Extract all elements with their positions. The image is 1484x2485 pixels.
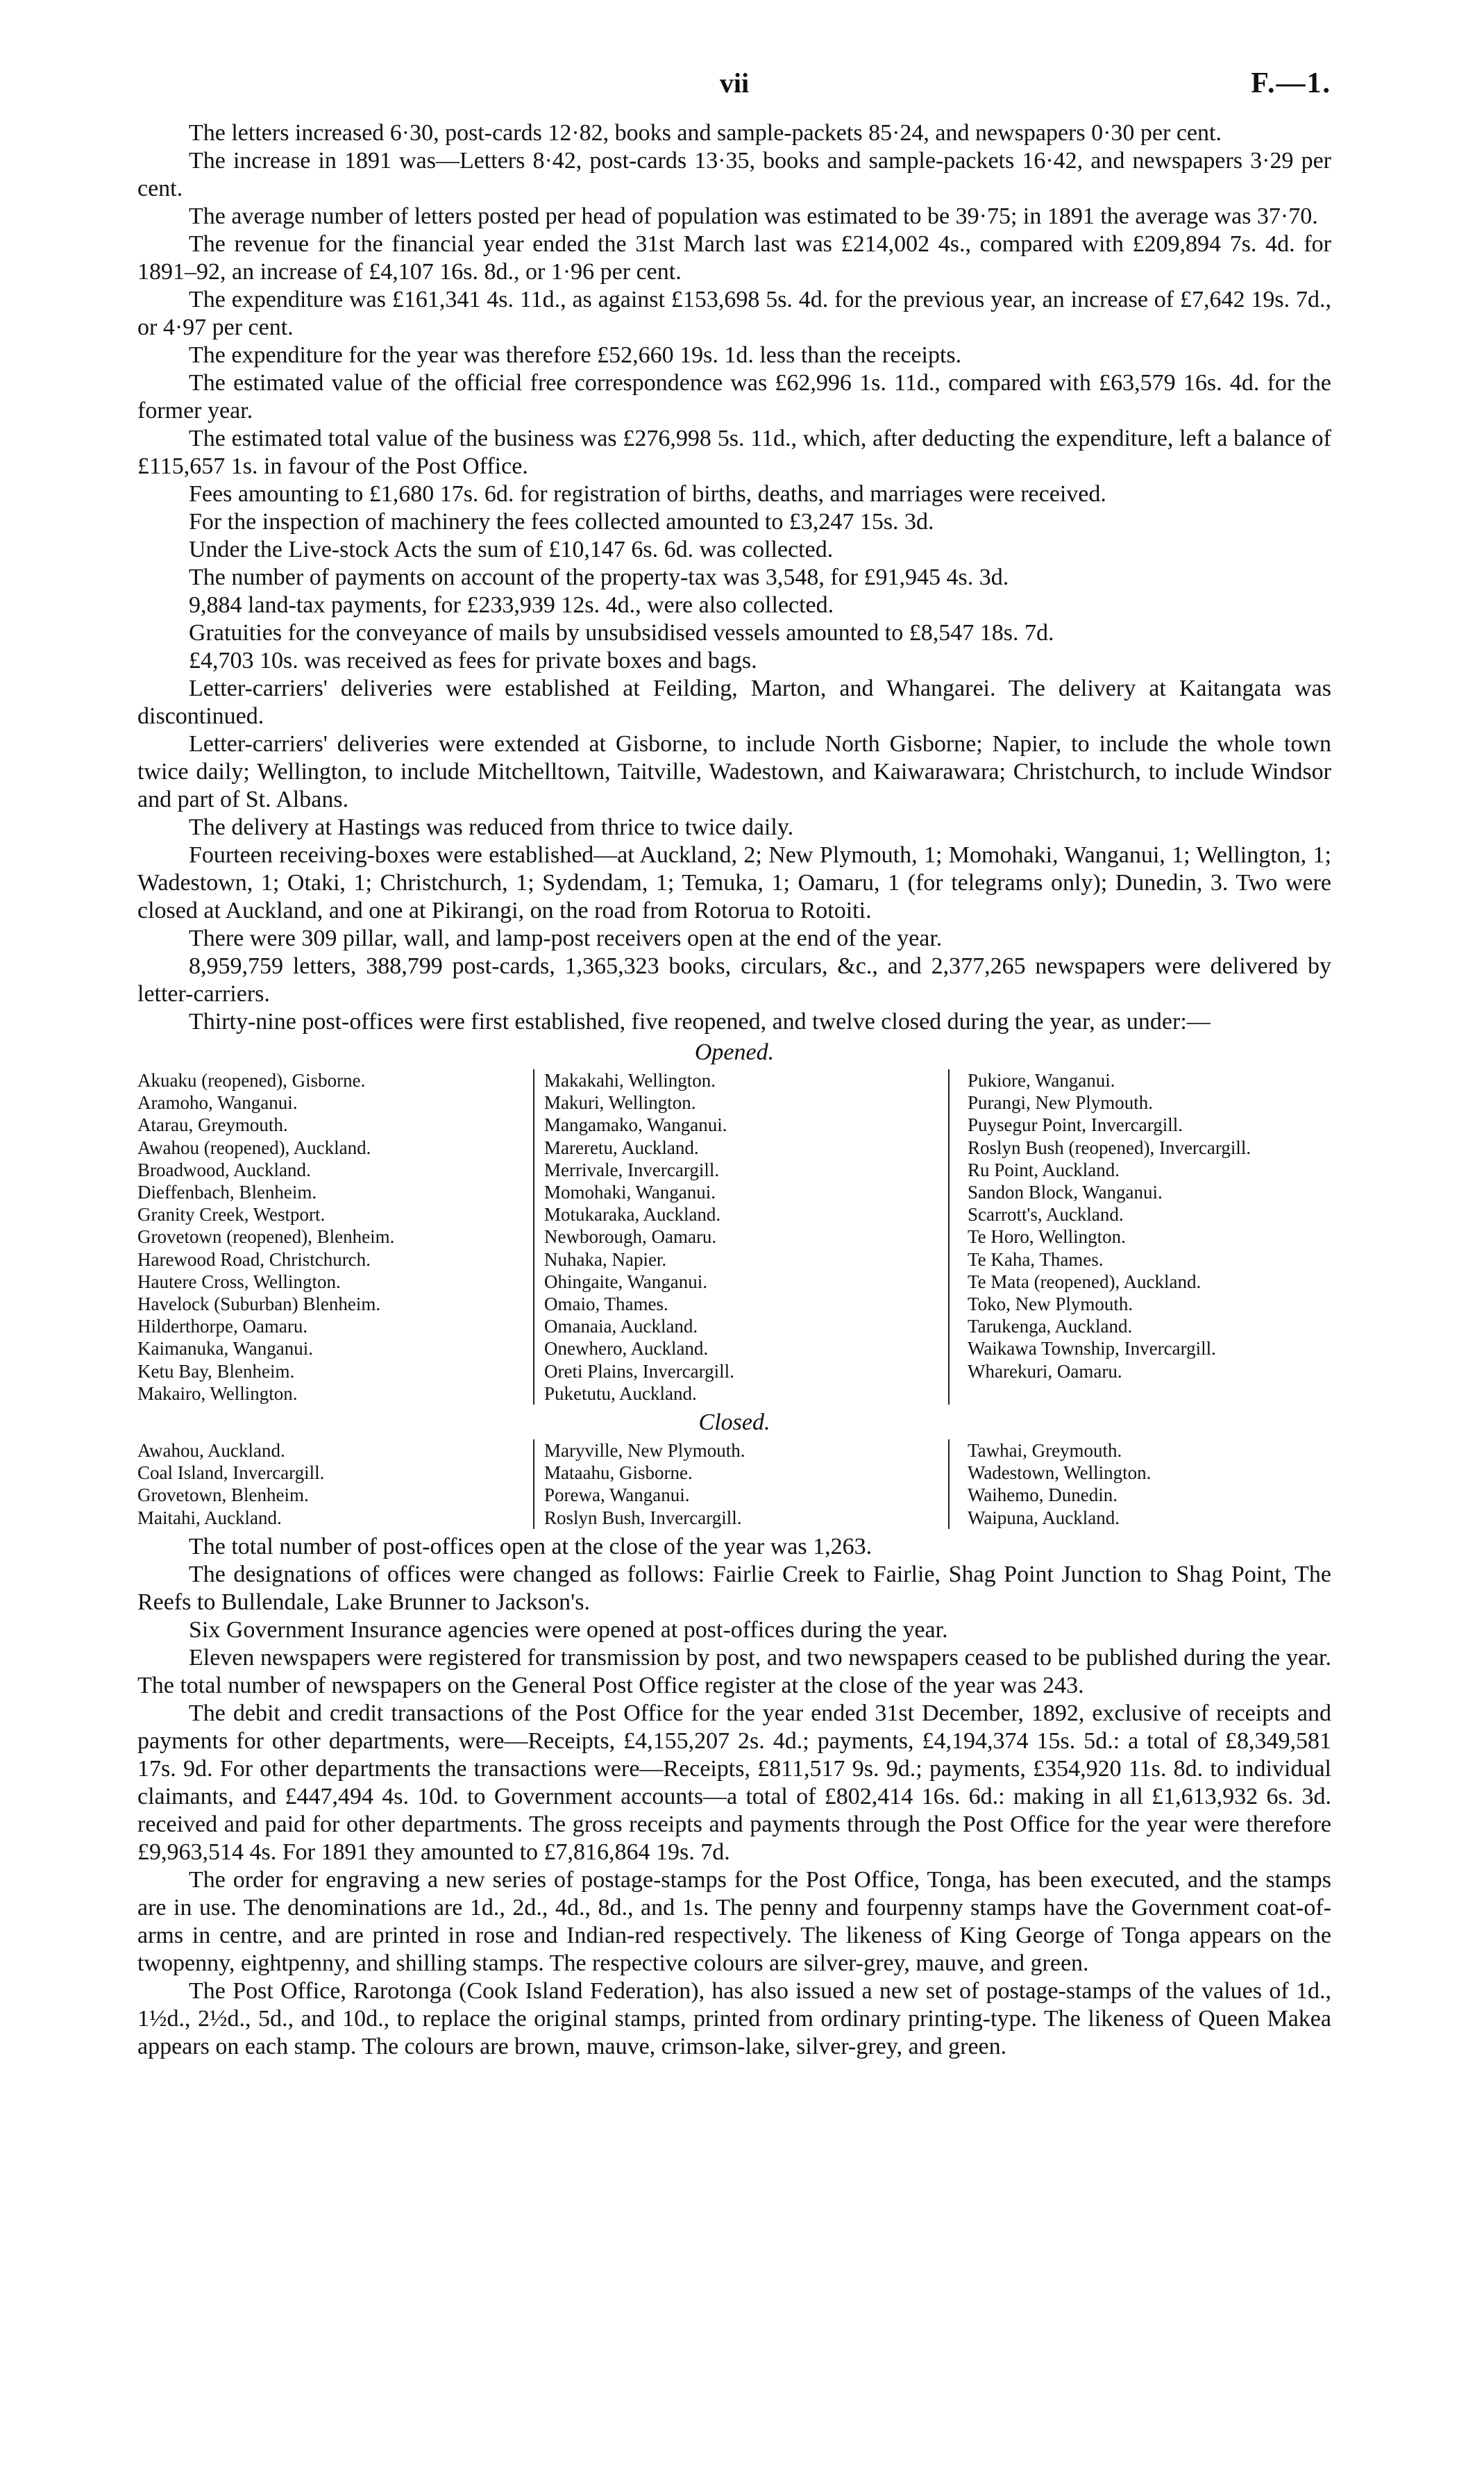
paragraph: Fees amounting to £1,680 17s. 6d. for registration of births, deaths, and marriages were received. (189, 481, 1106, 507)
paragraph: Eleven newspapers were registered for transmission by post, and two newspapers ceased to be published during the year. The total number of newspapers on the General Post Office register at the close of the year was 243. (137, 1644, 1331, 1698)
post-office-entry: Motukaraka, Auckland. (544, 1204, 721, 1225)
post-office-entry: Mareretu, Auckland. (544, 1137, 699, 1158)
post-office-entry: Omaio, Thames. (544, 1294, 668, 1315)
page-header (137, 69, 1331, 119)
document-code: F.—1. (1251, 67, 1331, 99)
post-office-entry: Atarau, Greymouth. (137, 1114, 288, 1136)
post-office-entry: Purangi, New Plymouth. (968, 1092, 1153, 1114)
post-office-entry: Ohingaite, Wanganui. (544, 1271, 708, 1292)
post-office-entry: Makakahi, Wellington. (544, 1070, 716, 1091)
opened-offices-table (137, 1069, 1331, 1405)
paragraph: The revenue for the financial year ended the 31st March last was £214,002 4s., compared with £209,894 7s. 4d. for 1891–92, an increase of £4,107 16s. 8d., or 1·96 per cent. (137, 231, 1331, 285)
post-office-entry: Ketu Bay, Blenheim. (137, 1360, 295, 1382)
opened-heading: Opened. (694, 1039, 775, 1065)
paragraph: The expenditure for the year was therefore £52,660 19s. 1d. less than the receipts. (189, 342, 962, 368)
paragraph: Fourteen receiving-boxes were established—at Auckland, 2; New Plymouth, 1; Momohaki, Wanganui, 1; Wellington, 1; Wadestown, 1; Otaki, 1; Christchurch, 1; Sydendam, 1; Temuka, 1; Oamaru, 1 (for telegrams only); Dunedin, 3. Two were closed at Auckland, and one at Pikirangi, on the road from Rotorua to Rotoiti. (137, 842, 1331, 923)
post-office-entry: Waihemo, Dunedin. (968, 1484, 1118, 1506)
body-text-after-list (137, 1533, 1331, 2061)
post-office-entry: Maitahi, Auckland. (137, 1507, 282, 1528)
paragraph: For the inspection of machinery the fees collected amounted to £3,247 15s. 3d. (189, 509, 934, 535)
post-office-entry: Kaimanuka, Wanganui. (137, 1338, 314, 1359)
closed-heading: Closed. (698, 1409, 770, 1436)
post-office-entry: Grovetown (reopened), Blenheim. (137, 1226, 395, 1248)
post-office-entry: Momohaki, Wanganui. (544, 1182, 716, 1203)
post-office-entry: Granity Creek, Westport. (137, 1204, 326, 1225)
paragraph: The delivery at Hastings was reduced from thrice to twice daily. (189, 814, 794, 840)
closed-column-1 (137, 1439, 533, 1529)
paragraph: 9,884 land-tax payments, for £233,939 12s. 4d., were also collected. (189, 592, 834, 618)
post-office-entry: Tawhai, Greymouth. (968, 1440, 1122, 1462)
paragraph: The average number of letters posted per head of population was estimated to be 39·75; in 1891 the average was 37·70. (189, 203, 1318, 229)
post-office-entry: Dieffenbach, Blenheim. (137, 1182, 317, 1203)
paragraph: Thirty-nine post-offices were first established, five reopened, and twelve closed during the year, as under:— (189, 1009, 1211, 1035)
post-office-entry: Merrivale, Invercargill. (544, 1159, 720, 1180)
post-office-entry: Puketutu, Auckland. (544, 1382, 697, 1404)
post-office-entry: Tarukenga, Auckland. (968, 1316, 1133, 1337)
paragraph: The debit and credit transactions of the Post Office for the year ended 31st December, 1892, exclusive of receipts and payments for other departments, were—Receipts, £4,155,207 2s. 4d.; payments, £4,194,374 15s. 5d.: a total of £8,349,581 17s. 9d. For other departments the transactions were—Receipts, £811,517 9s. 9d.; payments, £354,920 11s. 8d. to individual claimants, and £447,494 4s. 10d. to Government accounts—a total of £802,414 16s. 6d.: making in all £1,613,932 6s. 3d. received and paid for other departments. The gross receipts and payments through the Post Office for the year were therefore £9,963,514 4s. For 1891 they amounted to £7,816,864 19s. 7d. (137, 1700, 1331, 1865)
post-office-entry: Awahou, Auckland. (137, 1440, 285, 1462)
paragraph: The estimated value of the official free correspondence was £62,996 1s. 11d., compared with £63,579 16s. 4d. for the former year. (137, 370, 1331, 424)
closed-column-3 (950, 1439, 1331, 1529)
post-office-entry: Roslyn Bush (reopened), Invercargill. (968, 1137, 1251, 1158)
paragraph: Under the Live-stock Acts the sum of £10,147 6s. 6d. was collected. (189, 537, 834, 562)
post-office-entry: Sandon Block, Wanganui. (968, 1182, 1163, 1203)
post-office-entry: Aramoho, Wanganui. (137, 1092, 298, 1114)
paragraph: The expenditure was £161,341 4s. 11d., as against £153,698 5s. 4d. for the previous year, an increase of £7,642 19s. 7d., or 4·97 per cent. (137, 287, 1331, 340)
paragraph: There were 309 pillar, wall, and lamp-post receivers open at the end of the year. (189, 926, 943, 951)
post-office-entry: Makuri, Wellington. (544, 1092, 696, 1114)
opened-column-1 (137, 1069, 533, 1405)
paragraph: Gratuities for the conveyance of mails by unsubsidised vessels amounted to £8,547 18s. 7d. (189, 620, 1054, 646)
post-office-entry: Mataahu, Gisborne. (544, 1462, 693, 1484)
closed-column-2 (533, 1439, 950, 1529)
post-office-entry: Waipuna, Auckland. (968, 1507, 1120, 1528)
paragraph: The number of payments on account of the property-tax was 3,548, for £91,945 4s. 3d. (189, 564, 1009, 590)
paragraph: The Post Office, Rarotonga (Cook Island Federation), has also issued a new set of postage-stamps of the values of 1d., 1½d., 2½d., 5d., and 10d., to replace the original stamps, printed from ordinary printing-type. The likeness of Queen Makea appears on each stamp. The colours are brown, mauve, crimson-lake, silver-grey, and green. (137, 1977, 1331, 2059)
post-office-entry: Hautere Cross, Wellington. (137, 1271, 341, 1292)
paragraph: The designations of offices were changed as follows: Fairlie Creek to Fairlie, Shag Point Junction to Shag Point, The Reefs to Bullendale, Lake Brunner to Jackson's. (137, 1561, 1331, 1615)
post-office-entry: Hilderthorpe, Oamaru. (137, 1316, 308, 1337)
post-office-entry: Te Kaha, Thames. (968, 1248, 1104, 1270)
post-office-entry: Porewa, Wanganui. (544, 1484, 690, 1506)
paragraph: £4,703 10s. was received as fees for private boxes and bags. (189, 648, 757, 673)
opened-column-2 (533, 1069, 950, 1405)
post-office-entry: Maryville, New Plymouth. (544, 1440, 745, 1462)
post-office-entry: Mangamako, Wanganui. (544, 1114, 727, 1136)
post-office-entry: Makairo, Wellington. (137, 1382, 298, 1404)
post-office-entry: Waikawa Township, Invercargill. (968, 1338, 1216, 1359)
post-office-entry: Te Horo, Wellington. (968, 1226, 1126, 1248)
page-number: vii (719, 67, 750, 99)
post-office-entry: Onewhero, Auckland. (544, 1338, 709, 1359)
post-office-entry: Coal Island, Invercargill. (137, 1462, 325, 1484)
paragraph: The order for engraving a new series of postage-stamps for the Post Office, Tonga, has been executed, and the stamps are in use. The denominations are 1d., 2d., 4d., 8d., and 1s. The penny and fourpenny stamps have the Government coat-of-arms in centre, and are printed in rose and Indian-red respectively. The likeness of King George of Tonga appears on the twopenny, eightpenny, and shilling stamps. The respective colours are silver-grey, mauve, and green. (137, 1866, 1331, 1976)
post-office-entry: Pukiore, Wanganui. (968, 1070, 1115, 1091)
post-office-entry: Wharekuri, Oamaru. (968, 1360, 1122, 1382)
post-office-entry: Grovetown, Blenheim. (137, 1484, 309, 1506)
paragraph: 8,959,759 letters, 388,799 post-cards, 1,365,323 books, circulars, &c., and 2,377,265 newspapers were delivered by letter-carriers. (137, 953, 1331, 1007)
post-office-entry: Nuhaka, Napier. (544, 1248, 667, 1270)
post-office-entry: Harewood Road, Christchurch. (137, 1248, 371, 1270)
opened-column-3 (950, 1069, 1331, 1405)
paragraph: Letter-carriers' deliveries were extended at Gisborne, to include North Gisborne; Napier, to include the whole town twice daily; Wellington, to include Mitchelltown, Taitville, Wadestown, and Kaiwarawara; Christchurch, to include Windsor and part of St. Albans. (137, 731, 1331, 812)
paragraph: The increase in 1891 was—Letters 8·42, post-cards 13·35, books and sample-packets 16·42, and newspapers 3·29 per cent. (137, 148, 1331, 201)
closed-offices-table (137, 1439, 1331, 1529)
paragraph: The total number of post-offices open at the close of the year was 1,263. (189, 1533, 872, 1559)
post-office-entry: Ru Point, Auckland. (968, 1159, 1120, 1180)
paragraph: The estimated total value of the business was £276,998 5s. 11d., which, after deducting the expenditure, left a balance of £115,657 1s. in favour of the Post Office. (137, 426, 1331, 479)
post-office-entry: Akuaku (reopened), Gisborne. (137, 1070, 366, 1091)
post-office-entry: Scarrott's, Auckland. (968, 1204, 1124, 1225)
paragraph: The letters increased 6·30, post-cards 12·82, books and sample-packets 85·24, and newspapers 0·30 per cent. (189, 120, 1222, 146)
post-office-entry: Roslyn Bush, Invercargill. (544, 1507, 742, 1528)
paragraph: Six Government Insurance agencies were opened at post-offices during the year. (189, 1616, 948, 1643)
post-office-entry: Te Mata (reopened), Auckland. (968, 1271, 1201, 1292)
body-text-before-list (137, 119, 1331, 1036)
document-page (137, 69, 1331, 2061)
paragraph: Letter-carriers' deliveries were established at Feilding, Marton, and Whangarei. The delivery at Kaitangata was discontinued. (137, 676, 1331, 729)
post-office-entry: Broadwood, Auckland. (137, 1159, 311, 1180)
post-office-entry: Omanaia, Auckland. (544, 1316, 698, 1337)
post-office-entry: Toko, New Plymouth. (968, 1294, 1133, 1315)
post-office-entry: Wadestown, Wellington. (968, 1462, 1152, 1484)
post-office-entry: Havelock (Suburban) Blenheim. (137, 1294, 381, 1315)
post-office-entry: Puysegur Point, Invercargill. (968, 1114, 1183, 1136)
post-office-entry: Oreti Plains, Invercargill. (544, 1360, 734, 1382)
post-office-entry: Newborough, Oamaru. (544, 1226, 717, 1248)
post-office-entry: Awahou (reopened), Auckland. (137, 1137, 371, 1158)
